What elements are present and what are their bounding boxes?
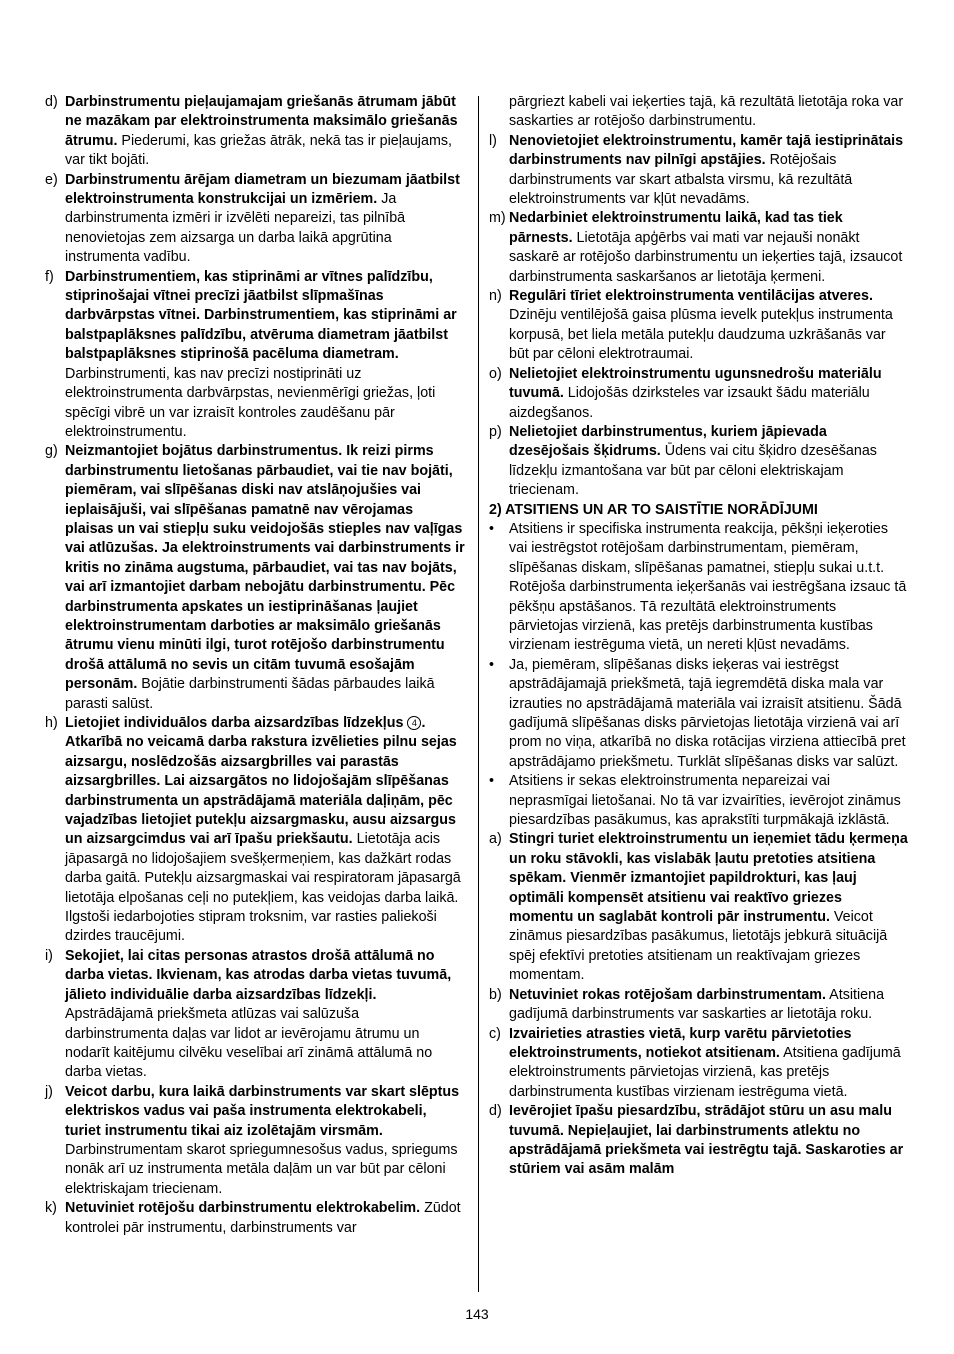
item-text: Darbinstrumentam skarot spriegumnesošus vadus, spriegums nonāk arī uz instrumenta metāla daļām un var būt par cēloni elektriskajam triecienam. [65,1141,458,1197]
item-label: e) [45,171,58,188]
item-text: Lietotāja apģērbs vai mati var nejauši nonākt saskarē ar rotējošo darbinstrumentu un ieķerties tajā, izsaucot darbinstrumenta saskaršanos ar lietotāja ķermeni. [509,229,903,285]
item-text: Darbinstrumenti, kas nav precīzi nostiprināti uz elektroinstrumenta darbvārpstas, nevienmērīgi griežas, ļoti spēcīgi vibrē un var izraisīt kontroles zaudēšanu pār elektroinstrumentu. [65,365,436,440]
item-label: l) [489,132,497,149]
item-bold-text: Lietojiet individuālos darba aizsardzības līdzekļus [65,715,404,731]
list-item-f [45,268,465,443]
item-text: Ūdens vai citu šķidro dzesēšanas līdzekļu izmantošana var būt par cēloni elektriskajam triecienam. [509,443,877,499]
item-label: i) [45,947,53,964]
list-item-k-continued [489,93,909,132]
item-label: j) [45,1083,53,1100]
item-label: a) [489,831,502,848]
item-bold-text: Darbinstrumentu pieļaujamajam griešanās ātrumam jābūt ne mazākam par elektroinstrumenta maksimālo griešanās ātrumu. [65,94,458,149]
bullet-text: Ja, piemēram, slīpēšanas disks ieķeras vai iestrēgst apstrādājamajā priekšmetā, tajā iegremdētā diska mala var izrauties no apstrādājamā materiāla vai izraisīt atsitienu. Šādā gadījumā slīpēšanas disks pārvietojas lietotāja virzienā vai arī prom no viņa, atkarībā no diska rotācijas virziena attiecībā pret apstrādājamo priekšmetu. Turklāt slīpēšanas disks var salūzt. [509,656,906,770]
bullet-icon: • [489,520,495,537]
column-divider [478,96,479,1292]
item-label: c) [489,1025,501,1042]
item-bold-text: Nedarbiniet elektroinstrumentu laikā, kad tas tiek pārnests. [509,210,843,246]
item-label: h) [45,715,58,731]
item-bold-text: Darbinstrumentiem, kas stiprināmi ar vītnes palīdzību, stiprinošajai vītnei precīzi jāatbilst slīpmašīnas darbvārpstas vītnei. Darbinstrumentiem, kas stiprināmi ar balstpaplāksnes palīdzību, atvēruma diametram jāatbilst balstpaplāksnes stiprinošā pacēluma diametram. [65,268,457,363]
item-text: Bojātie darbinstrumenti šādas pārbaudes laikā parasti salūst. [65,676,435,712]
item-label: f) [45,268,54,285]
page-number: 143 [465,1306,489,1322]
list-item-d [489,1102,909,1180]
item-label: d) [489,1103,502,1120]
bullet-text: Atsitiens ir specifiska instrumenta reakcija, pēkšņi ieķeroties vai iestrēgstot rotējošam darbinstrumentam, piemēram, slīpēšanas diskam, slīpēšanas pamatnei, stiepļu sukai u.t.t. Rotējoša darbinstrumenta ieķeršanās vai iestrēgšana izsauc tā pēkšņu apstāšanos. Tā rezultātā elektroinstruments pārvietojas virzienā, kas pretējs darbinstrumenta kustības virzienam iestrēguma vietā, un nereti kļūst nevadāms. [509,520,907,654]
item-text: Piederumi, kas griežas ātrāk, nekā tas ir pieļaujams, var tikt bojāti. [65,132,452,169]
list-item-l [489,132,909,210]
item-bold-text: Netuviniet rotējošu darbinstrumentu elektrokabelim. [65,1200,421,1217]
list-item-p [489,423,909,501]
list-item-m [489,209,909,287]
item-bold-text: Darbinstrumentu ārējam diametram un biezumam jāatbilst elektroinstrumenta konstrukcijai un izmēriem. [65,171,460,208]
bullet-text: Atsitiens ir sekas elektroinstrumenta nepareizai vai neprasmīgai lietošanai. No tā var izvairīties, ievērojot zināmus piesardzības pasākumus, kas aprakstīti turpmākajā izklāstā. [509,773,901,829]
list-item-n [489,287,909,365]
right-column [489,93,909,1180]
item-text: pārgriezt kabeli vai ieķerties tajā, kā rezultātā lietotāja roka var saskarties ar rotējošo darbinstrumentu. [509,94,904,130]
item-bold-text: Neizmantojiet bojātus darbinstrumentus. Ik reizi pirms darbinstrumentu lietošanas pārbaudiet, vai tie nav bojāti, piemēram, vai slīpēšanas diski nav atslāņojušies vai ieplaisājuši, vai slīpēšanas pamatnē nav vērojamas plaisas un vai stiepļu suku veidojošās stieples nav vaļīgas vai atlūzušas. Ja elektroinstruments vai darbinstruments ir kritis no zināma augstuma, pārbaudiet, vai tas nav bojāts, vai arī izmantojiet darbam nebojātu darbinstrumentu. Pēc darbinstrumenta apskates un iestiprināšanas ļaujiet elektroinstrumentam darboties ar maksimālo griešanās ātrumu vienu minūti ilgi, turot rotējošo darbinstrumentu drošā attālumā no sevis un citām tuvumā esošajām personām. [65,443,465,693]
list-item-h [45,714,465,947]
list-item-e [45,171,465,268]
bullet-icon: • [489,773,495,790]
list-item-d [45,93,465,171]
circled-reference-number: 4 [407,716,421,730]
item-label: g) [45,443,58,460]
item-label: o) [489,365,502,382]
list-item-c [489,1025,909,1103]
bullet-item [489,656,909,772]
item-text: Apstrādājamā priekšmeta atlūzas vai salūzuša darbinstrumenta daļas var lidot ar ievērojamu ātrumu un nodarīt kaitējumu cilvēku veselībai arī zināmā attālumā no darba vietas. [65,1006,433,1081]
list-item-i [45,947,465,1083]
item-text: Rotējošais darbinstruments var skart atbalsta virsmu, kā rezultātā elektroinstruments var kļūt nevadāms. [509,152,853,208]
item-text: Atsitiena gadījumā elektroinstruments pārvietojas virzienā, kas pretējs darbinstrumenta kustības virzienam iestrēguma vietā. [509,1044,901,1100]
item-label: k) [45,1200,57,1217]
item-bold-text: Veicot darbu, kura laikā darbinstruments var skart slēptus elektriskos vadus vai paša instrumenta elektrokabeli, turiet instrumentu tikai aiz izolētajām virsmām. [65,1083,460,1139]
list-item-g [45,442,465,714]
item-bold-text: Izvairieties atrasties vietā, kurp varētu pārvietoties elektroinstruments, notiekot atsitienam. [509,1025,852,1061]
item-bold-text: Stingri turiet elektroinstrumentu un ieņemiet tādu ķermeņa un roku stāvokli, kas vislabāk ļautu pretoties atsitiena spēkam. Vienmēr izmantojiet papildrokturi, kas ļauj optimāli kompensēt atsitienu vai reaktīvo griezes momentu un saglabāt kontroli pār instrumentu. [509,831,908,926]
item-bold-text: Nelietojiet darbinstrumentus, kuriem jāpievada dzesējošais šķidrums. [509,423,827,460]
item-text: Lietotāja acis jāpasargā no lidojošajiem svešķermeņiem, kas dažkārt rodas darba gaitā. Putekļu aizsargmaskai vai respiratoram jāpasargā lietotāja elpošanas ceļi no putekļiem, kas veidojas darba laikā. Ilgstoši iedarbojoties stipram troksnim, var rasties paliekoši dzirdes traucējumi. [65,831,461,945]
item-bold-text: Ievērojiet īpašu piesardzību, strādājot stūru un asu malu tuvumā. Nepieļaujiet, lai darbinstruments atlektu no apstrādājamā priekšmeta vai iestrēgtu tajā. Saskaroties ar stūriem vai asām malām [509,1103,904,1178]
list-item-b [489,986,909,1025]
list-item-o [489,365,909,423]
section-heading: 2) ATSITIENS UN AR TO SAISTĪTIE NORĀDĪJUMI [489,501,818,518]
list-item-k [45,1199,465,1238]
item-text: Atsitiena gadījumā darbinstruments var saskarties ar lietotāja roku. [509,986,885,1023]
bullet-item [489,772,909,830]
item-bold-text: Nelietojiet elektroinstrumentu ugunsnedrošu materiālu tuvumā. [509,365,882,402]
item-label: d) [45,94,58,110]
item-text: Veicot zināmus piesardzības pasākumus, lietotājs jebkurā situācijā spēj efektīvi pretoties atsitienam un reaktīvajam griezes momentam. [509,909,888,984]
bullet-item [489,520,909,656]
item-bold-text: Netuviniet rokas rotējošam darbinstrumentam. [509,986,826,1003]
item-text: Zūdot kontrolei pār instrumentu, darbinstruments var [65,1200,461,1236]
item-label: n) [489,288,502,305]
item-bold-text: Nenovietojiet elektroinstrumentu, kamēr tajā iestiprinātais darbinstruments nav pilnīgi apstājies. [509,132,904,169]
item-label: p) [489,423,502,440]
item-label: m) [489,210,506,227]
list-item-j [45,1083,465,1199]
item-bold-text: . Atkarībā no veicamā darba rakstura izvēlieties pilnu sejas aizsargu, noslēdzošās aizsargbrilles vai parastās aizsargbrilles. Lai aizsargātos no lidojošajām slīpēšanas darbinstrumenta un apstrādājamā materiāla daļiņām, pēc vajadzības lietojiet putekļu aizsargmasku, ausu aizsargus un aizsargcimdus vai arī īpašu priekšautu. [65,715,457,848]
list-item-a [489,830,909,985]
item-bold-text: Regulāri tīriet elektroinstrumenta ventilācijas atveres. [509,288,873,305]
item-bold-text: Sekojiet, lai citas personas atrastos drošā attālumā no darba vietas. Ikvienam, kas atrodas darba vietas tuvumā, jālieto individuālie darba aizsardzības līdzekļi. [65,947,452,1003]
item-text: Dzinēju ventilējošā gaisa plūsma ievelk putekļus instrumenta korpusā, bet liela metāla putekļu daudzuma uzkrāšanās var būt par cēloni elektrotraumai. [509,307,893,363]
item-text: Ja darbinstrumenta izmēri ir izvēlēti nepareizi, tas pilnībā nenovietojas zem aizsarga un darba laikā apgrūtina instrumenta vadību. [65,191,406,266]
item-label: b) [489,986,502,1003]
left-column [45,93,465,1238]
bullet-icon: • [489,656,495,673]
item-text: Lidojošās dzirksteles var izsaukt šādu materiālu aizdegšanos. [509,385,870,421]
